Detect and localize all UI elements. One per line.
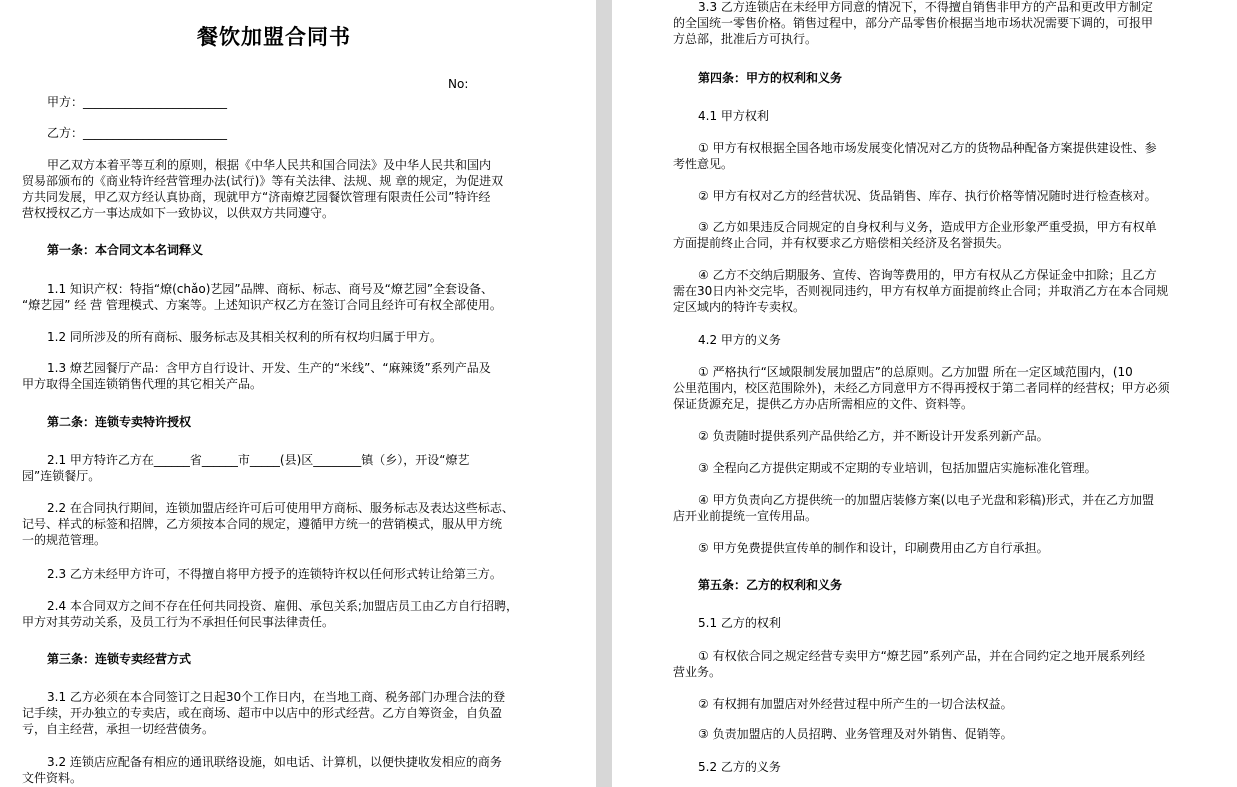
article-4-2-obligation-1: 公里范围内，校区范围除外)，未经乙方同意甲方不得再授权于第二者同样的经营权；甲方必须	[673, 381, 1170, 395]
article-5-heading: 第五条：乙方的权利和义务	[698, 578, 843, 592]
article-1-1-line: 1.1 知识产权：特指“燎(chǎo)艺园”品牌、商标、标志、商号及“燎艺园”全套设备、	[47, 282, 494, 296]
article-5-1-right-1: ① 有权依合同之规定经营专卖甲方“燎艺园”系列产品，并在合同约定之地开展系列经	[698, 649, 1146, 663]
article-1-3-line: 1.3 燎艺园餐厅产品：含甲方自行设计、开发、生产的“米线”、“麻辣烫”系列产品及	[47, 361, 491, 375]
article-4-1-right-3: 方面提前终止合同，并有权要求乙方赔偿相关经济及名誉损失。	[673, 236, 1010, 250]
article-4-2-obligation-3: ③ 全程向乙方提供定期或不定期的专业培训，包括加盟店实施标准化管理。	[698, 461, 1097, 475]
article-3-3-line: 的全国统一零售价格。销售过程中，部分产品零售价根据当地市场状况需要下调的，可报甲	[673, 16, 1154, 30]
article-3-heading: 第三条：连锁专卖经营方式	[47, 652, 192, 666]
article-4-1-right-2: ② 甲方有权对乙方的经营状况、货品销售、库存、执行价格等情况随时进行检查核对。	[698, 189, 1157, 203]
article-5-1-right-1: 营业务。	[673, 665, 722, 679]
article-4-1-right-4: 需在30日内补交完毕，否则视同违约，甲方有权单方面提前终止合同；并取消乙方在本合同规	[673, 284, 1169, 298]
article-5-2-heading: 5.2 乙方的义务	[698, 760, 781, 774]
article-2-4-line: 2.4 本合同双方之间不存在任何共同投资、雇佣、承包关系;加盟店员工由乙方自行招聘，	[47, 599, 518, 613]
article-3-1-line: 记手续，开办独立的专卖店，或在商场、超市中以店中的形式经营。乙方自筹资金，自负盈	[22, 706, 503, 720]
article-2-3-line: 2.3 乙方未经甲方许可，不得擅自将甲方授予的连锁特许权以任何形式转让给第三方。	[47, 567, 502, 581]
article-4-1-right-1: ① 甲方有权根据全国各地市场发展变化情况对乙方的货物品种配备方案提供建设性、参	[698, 141, 1157, 155]
article-4-2-obligation-1: 保证货源充足，提供乙方办店所需相应的文件、资料等。	[673, 397, 974, 411]
article-5-1-heading: 5.1 乙方的权利	[698, 616, 781, 630]
party-b-line: 乙方：________________________	[47, 126, 228, 140]
article-2-2-line: 记号、样式的标签和招牌，乙方须按本合同的规定，遵循甲方统一的营销模式，服从甲方统	[22, 517, 503, 531]
article-1-3-line: 甲方取得全国连锁销售代理的其它相关产品。	[22, 377, 263, 391]
article-4-2-heading: 4.2 甲方的义务	[698, 333, 781, 347]
party-a-line: 甲方：________________________	[47, 95, 228, 109]
article-2-heading: 第二条：连锁专卖特许授权	[47, 415, 192, 429]
article-1-2-line: 1.2 同所涉及的所有商标、服务标志及其相关权利的所有权均归属于甲方。	[47, 330, 442, 344]
article-4-2-obligation-4: ④ 甲方负责向乙方提供统一的加盟店装修方案(以电子光盘和彩稿)形式，并在乙方加盟	[698, 493, 1154, 507]
intro-line: 甲乙双方本着平等互利的原则，根据《中华人民共和国合同法》及中华人民共和国内	[47, 158, 492, 172]
document-page-right	[612, 0, 1237, 787]
article-3-1-line: 3.1 乙方必须在本合同签订之日起30个工作日内，在当地工商、税务部门办理合法的登	[47, 690, 506, 704]
intro-line: 方共同发展，甲乙双方经认真协商，现就甲方“济南燎艺园餐饮管理有限责任公司”特许经	[22, 190, 491, 204]
document-page-left	[0, 0, 596, 787]
article-2-1-line: 园”连锁餐厅。	[22, 469, 101, 483]
intro-line: 贸易部颁布的《商业特许经营管理办法(试行)》等有关法律、法规、规 章的规定，为促进双	[22, 174, 504, 188]
article-4-1-right-4: ④ 乙方不交纳后期服务、宣传、咨询等费用的，甲方有权从乙方保证金中扣除；且乙方	[698, 268, 1157, 282]
article-3-1-line: 亏，自主经营，承担一切经营债务。	[22, 722, 215, 736]
article-2-2-line: 2.2 在合同执行期间，连锁加盟店经许可后可使用甲方商标、服务标志及表达这些标志、	[47, 501, 514, 515]
article-4-1-right-3: ③ 乙方如果违反合同规定的自身权利与义务，造成甲方企业形象严重受损，甲方有权单	[698, 220, 1157, 234]
article-4-2-obligation-1: ① 严格执行“区域限制发展加盟店”的总原则。乙方加盟 所在一定区域范围内，(10	[698, 365, 1133, 379]
article-4-1-right-1: 考性意见。	[673, 157, 734, 171]
contract-number-label: No:	[448, 77, 469, 91]
page-gutter	[596, 0, 612, 787]
article-4-heading: 第四条：甲方的权利和义务	[698, 71, 843, 85]
article-4-2-obligation-2: ② 负责随时提供系列产品供给乙方，并不断设计开发系列新产品。	[698, 429, 1049, 443]
article-3-3-line: 方总部，批准后方可执行。	[673, 32, 818, 46]
document-title: 餐饮加盟合同书	[197, 24, 351, 49]
article-3-2-line: 文件资料。	[22, 771, 83, 785]
article-5-1-right-3: ③ 负责加盟店的人员招聘、业务管理及对外销售、促销等。	[698, 727, 1013, 741]
article-4-2-obligation-4: 店开业前提统一宣传用品。	[673, 509, 818, 523]
article-4-1-right-4: 定区域内的特许专卖权。	[673, 300, 806, 314]
article-2-2-line: 一的规范管理。	[22, 533, 107, 547]
article-4-2-obligation-5: ⑤ 甲方免费提供宣传单的制作和设计，印刷费用由乙方自行承担。	[698, 541, 1049, 555]
article-2-1-line: 2.1 甲方特许乙方在______省______市_____(县)区________镇（乡），开设“燎艺	[47, 453, 470, 467]
intro-line: 营权授权乙方一事达成如下一致协议，以供双方共同遵守。	[22, 206, 335, 220]
article-1-1-line: “燎艺园” 经 营 管理模式、方案等。上述知识产权乙方在签订合同且经许可有权全部使用。	[22, 298, 502, 312]
article-1-heading: 第一条：本合同文本名词释义	[47, 243, 204, 257]
article-4-1-heading: 4.1 甲方权利	[698, 109, 769, 123]
article-3-2-line: 3.2 连锁店应配备有相应的通讯联络设施，如电话、计算机，以便快捷收发相应的商务	[47, 755, 502, 769]
article-3-3-line: 3.3 乙方连锁店在未经甲方同意的情况下，不得擅自销售非甲方的产品和更改甲方制定	[698, 0, 1153, 14]
article-2-4-line: 甲方对其劳动关系，及员工行为不承担任何民事法律责任。	[22, 615, 335, 629]
article-5-1-right-2: ② 有权拥有加盟店对外经营过程中所产生的一切合法权益。	[698, 697, 1013, 711]
